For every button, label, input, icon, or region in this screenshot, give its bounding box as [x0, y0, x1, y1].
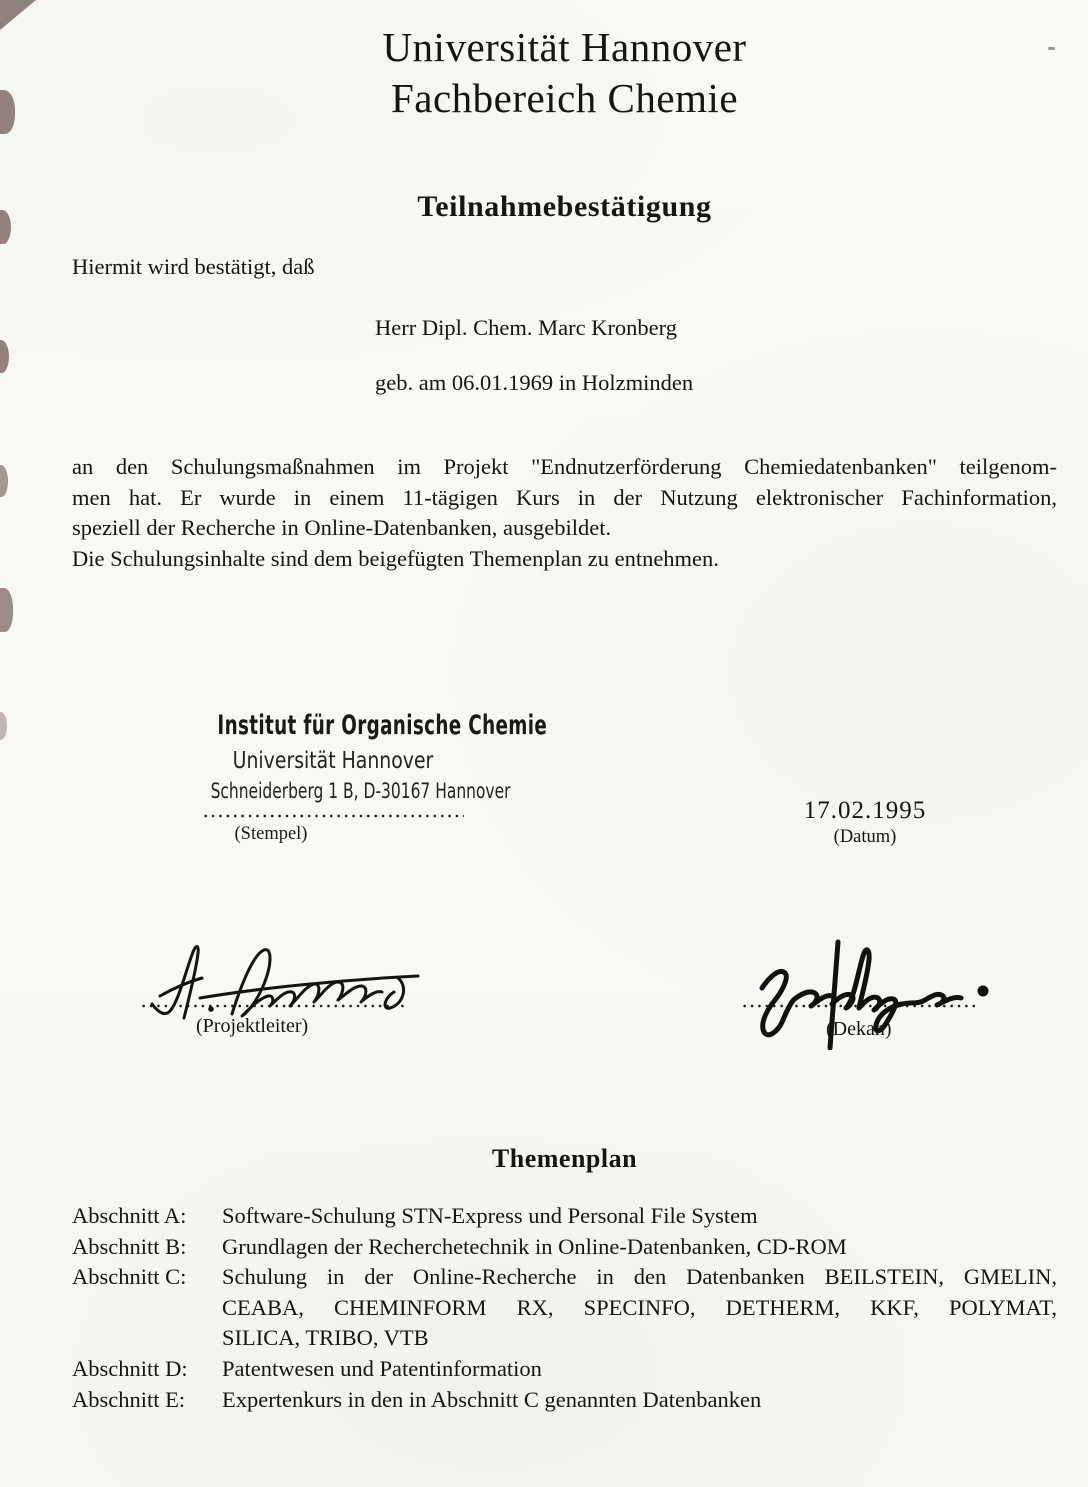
themenplan-item [72, 1354, 1057, 1385]
item-label: Abschnitt B: [72, 1233, 187, 1259]
intro-line: Hiermit wird bestätigt, daß [72, 254, 315, 279]
item-text: Patentwesen und Patentinformation [222, 1355, 542, 1381]
recipient-name: Herr Dipl. Chem. Marc Kronberg [375, 315, 678, 340]
stamp-address: Schneiderberg 1 B, D-30167 Hannover [210, 779, 511, 804]
date-value: 17.02.1995 [803, 797, 927, 824]
scan-artifact [0, 340, 9, 373]
item-text-line: Schulung in der Online-Recherche in den Datenbanken BEILSTEIN, GMELIN, [222, 1264, 1057, 1290]
stamp-dotted-line [202, 814, 464, 818]
date-block [798, 797, 932, 848]
document-title: Teilnahmebestätigung [417, 190, 712, 223]
item-text [222, 1262, 1057, 1354]
themenplan-item [72, 1232, 1057, 1263]
stamp-university: Universität Hannover [232, 748, 434, 774]
scan-artifact [0, 712, 7, 740]
scan-artifact [0, 588, 13, 632]
dekan-caption: (Dekan) [826, 1018, 892, 1040]
themenplan-item [72, 1201, 1057, 1232]
body-line: Die Schulungsinhalte sind dem beigefügten Themenplan zu entnehmen. [72, 545, 719, 571]
recipient-block [375, 314, 693, 397]
body-line: an den Schulungsmaßnahmen im Projekt "Endnutzerförderung Chemiedatenbanken" teilgenom- [72, 454, 1057, 479]
date-caption: (Datum) [833, 827, 897, 847]
themenplan-item [72, 1385, 1057, 1416]
item-text: Grundlagen der Recherchetechnik in Online-Datenbanken, CD-ROM [222, 1233, 847, 1259]
item-text-line: SILICA, TRIBO, VTB [222, 1325, 429, 1351]
signature-dekan [742, 938, 1000, 1050]
item-label: Abschnitt E: [72, 1386, 186, 1412]
scan-artifact [0, 465, 8, 497]
body-paragraph [72, 452, 1057, 574]
item-label: Abschnitt D: [72, 1355, 188, 1381]
body-line: speziell der Recherche in Online-Datenbanken, ausgebildet. [72, 515, 612, 541]
item-text: Expertenkurs in den in Abschnitt C genannten Datenbanken [222, 1386, 762, 1412]
letterhead [72, 22, 1057, 124]
recipient-birthdate: geb. am 06.01.1969 in Holzminden [375, 370, 694, 395]
department-name: Fachbereich Chemie [390, 75, 739, 121]
stamp-caption: (Stempel) [234, 824, 308, 844]
stamp-institute: Institut für Organische Chemie [217, 710, 548, 741]
institute-stamp [163, 710, 548, 845]
item-label: Abschnitt A: [72, 1203, 187, 1228]
item-text: Software-Schulung STN-Express und Personal File System [222, 1203, 758, 1228]
themenplan-list [72, 1201, 1057, 1415]
scan-artifact [0, 210, 11, 244]
body-line: men hat. Er wurde in einem 11-tägigen Kurs in der Nutzung elektronischer Fachinformation, [72, 484, 1057, 510]
projektleiter-caption: (Projektleiter) [196, 1015, 309, 1037]
themenplan-item [72, 1262, 1057, 1354]
university-name: Universität Hannover [382, 24, 747, 70]
item-label: Abschnitt C: [72, 1264, 187, 1290]
themenplan-title: Themenplan [491, 1144, 638, 1173]
item-text-line: CEABA, CHEMINFORM RX, SPECINFO, DETHERM, KKF, POLYMAT, [222, 1294, 1057, 1320]
scan-artifact [0, 90, 15, 134]
signature-projektleiter [140, 936, 430, 1041]
scan-artifact [0, 0, 36, 30]
